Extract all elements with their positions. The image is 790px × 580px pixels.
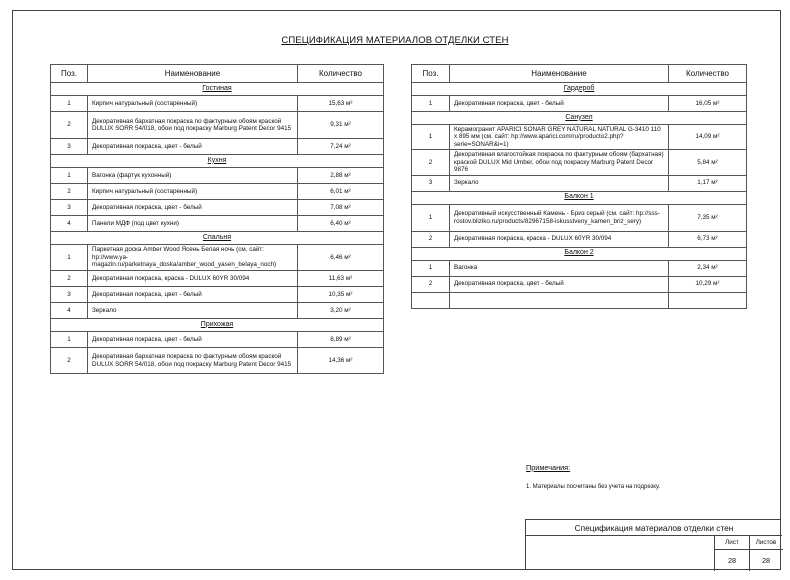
cell-pos: 2: [412, 150, 450, 175]
cell-pos: 3: [51, 139, 88, 155]
table-row: [51, 348, 384, 374]
cell-name: Декоративная покраска, цвет - белый: [88, 332, 298, 348]
cell-name: Вагонка (фартук кухонный): [88, 168, 298, 184]
cell-qty: 5,84 м²: [669, 150, 747, 175]
header-pos: Поз.: [51, 65, 88, 83]
cell-name: Кирпич натуральный (состаренный): [88, 184, 298, 200]
section-title: Кухня: [51, 155, 384, 168]
cell-pos: [412, 292, 450, 308]
cell-pos: 4: [51, 303, 88, 319]
cell-name: Зеркало: [450, 175, 669, 191]
page-title: СПЕЦИФИКАЦИЯ МАТЕРИАЛОВ ОТДЕЛКИ СТЕН: [281, 35, 509, 46]
cell-name: Керамогранит APARICI SONAR GREY NATURAL NATURAL G-3410 110 x 895 мм (см. сайт: hp://www.aparici.com/ru/producto2.php?serie=SONAR&i=1): [450, 125, 669, 150]
cell-qty: 6,73 м²: [669, 231, 747, 247]
cell-name: Декоративная покраска, краска - DULUX 60YR 30/094: [88, 271, 298, 287]
header-qty: Количество: [298, 65, 384, 83]
header-qty: Количество: [669, 65, 747, 83]
header-name: Наименование: [88, 65, 298, 83]
table-row: [412, 125, 747, 150]
notes-title: Примечания:: [526, 463, 571, 472]
cell-qty: 10,29 м²: [669, 276, 747, 292]
cell-name: Вагонка: [450, 260, 669, 276]
cell-qty: 14,09 м²: [669, 125, 747, 150]
cell-name: Декоративная покраска, цвет - белый: [88, 200, 298, 216]
table-row: [51, 271, 384, 287]
table-row: [412, 260, 747, 276]
sheet-number: 28: [727, 556, 737, 565]
cell-name: Паркетная доска Amber Wood Ясень Белая ночь (см. сайт: hp://www.ya-magazin.ru/parketnaya_doska/amber_wood_yasen_belaya_noch): [88, 245, 298, 271]
cell-name: Кирпич натуральный (состаренный): [88, 96, 298, 112]
cell-name: Декоративная влагостойкая покраска по фактурным обоям (бархатная) краской DULUX Mid Umber, обои под покраску Marburg Patent Decor 9876: [450, 150, 669, 175]
title-block: [525, 519, 781, 570]
cell-pos: 2: [412, 276, 450, 292]
cell-name: Декоративная покраска, цвет - белый: [88, 287, 298, 303]
cell-name: Зеркало: [88, 303, 298, 319]
sheet-info: [714, 536, 782, 571]
cell-qty: 3,20 м²: [298, 303, 384, 319]
cell-name: Декоративный искусственный Камень - Бриз серый (см. сайт: hp://sss-rostov.bliziko.ru/products/82967158-iskusstveny_kamen_briz_sery): [450, 204, 669, 231]
section-title: Гостиная: [51, 83, 384, 96]
table-row: [412, 276, 747, 292]
cell-pos: 1: [51, 332, 88, 348]
cell-pos: 1: [412, 125, 450, 150]
section-header-row: [51, 83, 384, 96]
cell-name: Декоративная бархатная покраска по фактурным обоям краской DULUX SORR 54/018, обои под покраску Marburg Patent Decor 9415: [88, 348, 298, 374]
notes-block: [526, 463, 660, 490]
table-row: [51, 245, 384, 271]
cell-qty: [669, 292, 747, 308]
section-header-row: [51, 232, 384, 245]
cell-qty: 10,35 м²: [298, 287, 384, 303]
cell-pos: 2: [51, 184, 88, 200]
cell-name: Декоративная покраска, цвет - белый: [450, 276, 669, 292]
empty-row: [412, 292, 747, 308]
section-title: Балкон 2: [412, 247, 747, 260]
section-title: Санузел: [412, 112, 747, 125]
table-row: [51, 303, 384, 319]
section-title: Балкон 1: [412, 191, 747, 204]
cell-qty: 6,01 м²: [298, 184, 384, 200]
header-name: Наименование: [450, 65, 669, 83]
table-row: [412, 96, 747, 112]
cell-qty: 11,63 м²: [298, 271, 384, 287]
spec-table-right: [411, 64, 747, 309]
section-title: Спальня: [51, 232, 384, 245]
section-header-row: [412, 83, 747, 96]
table-row: [412, 175, 747, 191]
cell-qty: 2,34 м²: [669, 260, 747, 276]
sheets-total: 28: [761, 556, 771, 565]
table-row: [51, 96, 384, 112]
cell-pos: 1: [51, 168, 88, 184]
section-title: Прихожая: [51, 319, 384, 332]
title-block-title: Спецификация материалов отделки стен: [526, 520, 782, 536]
table-header-row: [412, 65, 747, 83]
spec-table-left: [50, 64, 384, 374]
cell-qty: 6,46 м²: [298, 245, 384, 271]
section-header-row: [51, 155, 384, 168]
table-row: [51, 287, 384, 303]
cell-pos: 2: [51, 348, 88, 374]
section-header-row: [412, 112, 747, 125]
cell-name: Декоративная покраска, цвет - белый: [450, 96, 669, 112]
cell-name: Панели МДФ (под цвет кухни): [88, 216, 298, 232]
table-row: [412, 231, 747, 247]
table-row: [51, 216, 384, 232]
cell-pos: 1: [412, 96, 450, 112]
cell-pos: 3: [412, 175, 450, 191]
cell-qty: 2,88 м²: [298, 168, 384, 184]
table-row: [412, 150, 747, 175]
cell-pos: 1: [412, 204, 450, 231]
cell-pos: 3: [51, 200, 88, 216]
sheet-label: Лист: [725, 539, 739, 546]
table-row: [51, 184, 384, 200]
cell-qty: 15,63 м²: [298, 96, 384, 112]
cell-qty: 1,17 м²: [669, 175, 747, 191]
cell-qty: 9,31 м²: [298, 112, 384, 139]
cell-name: [450, 292, 669, 308]
table-row: [51, 168, 384, 184]
cell-pos: 2: [412, 231, 450, 247]
cell-qty: 7,08 м²: [298, 200, 384, 216]
table-row: [51, 139, 384, 155]
table-row: [412, 204, 747, 231]
cell-qty: 7,35 м²: [669, 204, 747, 231]
table-row: [51, 200, 384, 216]
cell-qty: 14,36 м²: [298, 348, 384, 374]
cell-pos: 1: [412, 260, 450, 276]
cell-qty: 8,89 м²: [298, 332, 384, 348]
header-pos: Поз.: [412, 65, 450, 83]
section-header-row: [51, 319, 384, 332]
table-header-row: [51, 65, 384, 83]
table-row: [51, 332, 384, 348]
cell-pos: 2: [51, 271, 88, 287]
cell-pos: 4: [51, 216, 88, 232]
section-header-row: [412, 247, 747, 260]
cell-pos: 1: [51, 245, 88, 271]
cell-pos: 1: [51, 96, 88, 112]
cell-name: Декоративная бархатная покраска по фактурным обоям краской DULUX SORR 54/018, обои под покраску Marburg Patent Decor 9415: [88, 112, 298, 139]
cell-pos: 3: [51, 287, 88, 303]
cell-qty: 16,05 м²: [669, 96, 747, 112]
divider: [715, 549, 783, 550]
section-title: Гардероб: [412, 83, 747, 96]
cell-qty: 7,24 м²: [298, 139, 384, 155]
sheets-label: Листов: [755, 539, 777, 546]
section-header-row: [412, 191, 747, 204]
cell-qty: 6,40 м²: [298, 216, 384, 232]
cell-name: Декоративная покраска, краска - DULUX 60YR 30/094: [450, 231, 669, 247]
cell-name: Декоративная покраска, цвет - белый: [88, 139, 298, 155]
cell-pos: 2: [51, 112, 88, 139]
table-row: [51, 112, 384, 139]
note-item: 1. Материалы посчитаны без учета на подрезку.: [526, 484, 661, 490]
